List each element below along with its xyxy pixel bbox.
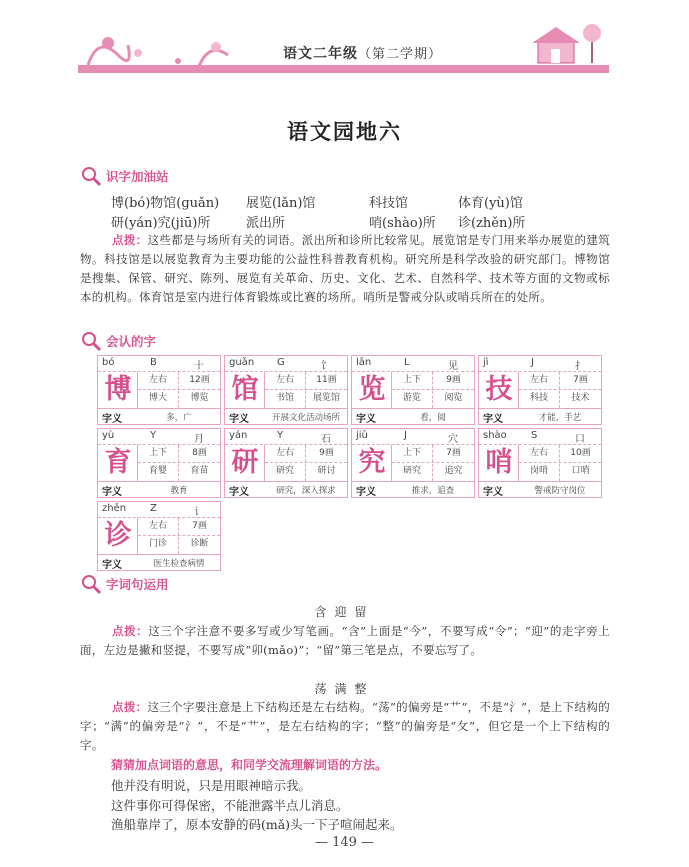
card-meaning-row	[352, 408, 474, 425]
card-structure: 左右	[529, 375, 548, 385]
card-pinyin: jiū	[356, 430, 368, 441]
card-meaning-label: 字义	[102, 414, 122, 425]
card-radical: 十	[194, 361, 204, 372]
card-radical: 石	[321, 434, 331, 445]
section-label: 识字加油站	[106, 169, 169, 184]
card-capital: G	[277, 357, 285, 368]
note-paragraph-3	[80, 698, 610, 755]
card-structure: 左右	[275, 375, 294, 385]
card-meaning: 多，广	[166, 413, 192, 423]
magnifier-icon	[80, 330, 102, 352]
section-heading-1	[80, 165, 169, 187]
card-word: 科技	[529, 393, 548, 403]
card-pinyin-row	[352, 429, 474, 445]
practice-characters-1: 含迎留	[314, 605, 375, 619]
card-word: 书馆	[275, 393, 294, 403]
grid-line	[305, 445, 306, 481]
card-capital: Z	[150, 503, 157, 514]
grid-line	[392, 462, 474, 463]
section-label: 会认的字	[106, 334, 157, 349]
card-radical: 穴	[448, 434, 458, 445]
card-radical: 见	[448, 361, 458, 372]
card-strokes: 8画	[192, 448, 207, 458]
house-icon	[518, 19, 608, 69]
card-word: 追究	[444, 466, 463, 476]
card-meaning-row	[479, 408, 601, 425]
card-pinyin: yù	[102, 430, 115, 441]
grid-line	[432, 445, 433, 481]
card-strokes: 10画	[570, 448, 591, 458]
exercise-instruction: 猜猜加点词语的意思，和同学交流理解词语的方法。	[111, 758, 388, 772]
card-meaning-label: 字义	[229, 414, 249, 425]
card-grid	[392, 372, 474, 408]
card-pinyin-row	[98, 502, 220, 518]
example-sentence: 他并没有明说，只是用眼神暗示我。	[111, 778, 312, 793]
card-character: 研	[226, 445, 265, 481]
card-capital: J	[531, 357, 534, 368]
card-strokes: 7画	[192, 521, 207, 531]
card-meaning-label: 字义	[102, 560, 122, 571]
card-pinyin: lǎn	[356, 357, 372, 368]
note-paragraph-1	[80, 231, 610, 307]
card-strokes: 7画	[446, 448, 461, 458]
grid-line	[392, 389, 474, 390]
note-paragraph-2	[80, 622, 610, 660]
card-word: 展览馆	[312, 393, 340, 403]
card-strokes: 7画	[573, 375, 588, 385]
card-strokes: 12画	[189, 375, 210, 385]
note-text: 这些都是与场所有关的词语。派出所和诊所比较常见。展览馆是专门用来举办展览的建筑物。科技馆是以展览教育为主要功能的公益性科普教育机构。研究所是科学改验的研究部门。博物馆是搜集、保管、研究、陈列、展览有关革命、历史、文化、艺术、自然科学、技术等方面的文物或标本的机构。体育馆是室内进行体育锻炼或比赛的场所。哨所是警戒分队或哨兵所在的处所。	[80, 233, 610, 304]
card-pinyin-row	[352, 356, 474, 372]
card-radical: 月	[194, 434, 204, 445]
grid-line	[178, 518, 179, 554]
grid-line	[519, 462, 601, 463]
card-word: 游览	[402, 393, 421, 403]
grid-line	[519, 389, 601, 390]
card-meaning: 研究，深入探求	[276, 486, 336, 496]
word: 诊(zhěn)所	[458, 216, 526, 231]
card-word: 门诊	[148, 539, 167, 549]
card-capital: Y	[277, 430, 284, 441]
card-radical: 口	[575, 434, 585, 445]
grid-line	[265, 462, 347, 463]
card-meaning: 医生检查病情	[153, 559, 205, 569]
card-word: 诊断	[190, 539, 209, 549]
card-pinyin-row	[479, 356, 601, 372]
card-meaning-row	[225, 408, 347, 425]
grid-line	[178, 445, 179, 481]
card-character: 育	[99, 445, 138, 481]
card-meaning-row	[98, 408, 220, 425]
card-meaning-row	[225, 481, 347, 498]
page-header	[78, 19, 609, 77]
grid-line	[138, 462, 220, 463]
card-radical: 扌	[575, 361, 585, 372]
card-meaning: 教育	[170, 486, 188, 496]
card-word: 育苗	[190, 466, 209, 476]
section-heading-2	[80, 330, 156, 352]
card-pinyin: zhěn	[102, 503, 127, 514]
card-capital: L	[404, 357, 410, 368]
card-meaning-label: 字义	[483, 487, 503, 498]
card-grid	[392, 445, 474, 481]
section-label: 字词句运用	[106, 577, 169, 592]
word: 哨(shào)所	[369, 216, 436, 231]
character-card	[97, 501, 221, 571]
card-character: 究	[353, 445, 392, 481]
magnifier-icon	[80, 573, 102, 595]
card-word: 口哨	[571, 466, 590, 476]
card-meaning-label: 字义	[102, 487, 122, 498]
card-word: 博大	[148, 393, 167, 403]
word: 展览(lǎn)馆	[246, 196, 316, 211]
card-word: 研讨	[317, 466, 336, 476]
card-structure: 上下	[402, 448, 421, 458]
grid-line	[305, 372, 306, 408]
section-heading-3	[80, 573, 169, 595]
header-title: 语文二年级（第二学期）	[283, 46, 443, 62]
note-text: 这三个字要注意是上下结构还是左右结构。“荡”的偏旁是“艹”，不是“氵”，是上下结构的字；“满”的偏旁是“氵”，不是“艹”，是左右结构的字；“整”的偏旁是“攵”，但它是一个上下结构的字。	[80, 700, 610, 752]
header-band	[78, 65, 609, 73]
card-capital: B	[150, 357, 157, 368]
card-grid	[265, 445, 347, 481]
card-word: 博览	[190, 393, 209, 403]
card-meaning-row	[479, 481, 601, 498]
lesson-title: 语文园地六	[287, 119, 402, 144]
card-meaning-label: 字义	[356, 414, 376, 425]
card-capital: Y	[150, 430, 157, 441]
card-radical: 讠	[194, 507, 204, 518]
card-grid	[519, 445, 601, 481]
card-pinyin-row	[225, 356, 347, 372]
card-radical: 饣	[321, 361, 331, 372]
grid-line	[432, 372, 433, 408]
card-structure: 上下	[148, 448, 167, 458]
card-pinyin: bó	[102, 357, 115, 368]
character-card	[224, 355, 348, 425]
grid-line	[559, 372, 560, 408]
character-card	[351, 355, 475, 425]
card-strokes: 11画	[316, 375, 337, 385]
word: 研(yán)究(jiū)所	[111, 216, 211, 231]
magnifier-icon	[80, 165, 102, 187]
card-meaning-label: 字义	[356, 487, 376, 498]
card-pinyin: yán	[229, 430, 248, 441]
card-meaning: 开展文化活动场所	[271, 413, 340, 423]
grid-line	[138, 389, 220, 390]
character-card	[351, 428, 475, 498]
character-card	[224, 428, 348, 498]
note-key: 点拨：	[112, 233, 148, 247]
card-meaning: 看，阅	[420, 413, 446, 423]
card-meaning-label: 字义	[483, 414, 503, 425]
card-structure: 左右	[275, 448, 294, 458]
card-capital: J	[404, 430, 407, 441]
card-character: 馆	[226, 372, 265, 408]
card-pinyin: guǎn	[229, 357, 255, 368]
character-card	[97, 355, 221, 425]
card-meaning: 才能，手艺	[538, 413, 582, 423]
card-capital: S	[531, 430, 538, 441]
card-meaning: 推求，追查	[411, 486, 455, 496]
card-character: 览	[353, 372, 392, 408]
card-word: 阅览	[444, 393, 463, 403]
card-character: 技	[480, 372, 519, 408]
word: 体育(yù)馆	[458, 196, 523, 211]
card-structure: 左右	[148, 375, 167, 385]
card-word: 育婴	[148, 466, 167, 476]
example-sentence: 这件事你可得保密，不能泄露半点儿消息。	[111, 798, 349, 813]
card-meaning-row	[352, 481, 474, 498]
card-word: 岗哨	[529, 466, 548, 476]
card-pinyin-row	[98, 356, 220, 372]
card-meaning-label: 字义	[229, 487, 249, 498]
card-meaning-row	[98, 481, 220, 498]
card-structure: 上下	[402, 375, 421, 385]
character-card	[97, 428, 221, 498]
grid-line	[178, 372, 179, 408]
card-strokes: 9画	[446, 375, 461, 385]
page-number: — 149 —	[314, 835, 375, 850]
card-character: 诊	[99, 518, 138, 554]
card-word: 研究	[402, 466, 421, 476]
card-structure: 左右	[148, 521, 167, 531]
note-key: 点拨：	[112, 624, 149, 638]
card-meaning-row	[98, 554, 220, 571]
card-grid	[138, 372, 220, 408]
character-card	[478, 355, 602, 425]
grid-line	[559, 445, 560, 481]
card-word: 技术	[571, 393, 590, 403]
card-pinyin-row	[479, 429, 601, 445]
grid-line	[265, 389, 347, 390]
card-pinyin: jì	[483, 357, 489, 368]
card-character: 哨	[480, 445, 519, 481]
note-key: 点拨：	[112, 700, 148, 714]
card-grid	[138, 518, 220, 554]
card-pinyin-row	[225, 429, 347, 445]
card-character: 博	[99, 372, 138, 408]
card-grid	[265, 372, 347, 408]
note-text: 这三个字注意不要多写或少写笔画。“含”上面是“今”，不要写成“令”；“迎”的走字旁上面，左边是撇和竖提，不要写成“卯(mǎo)”；“留”第三笔是点，不要忘写了。	[80, 624, 610, 657]
example-sentence: 渔船靠岸了，原本安静的码(mǎ)头一下子喧闹起来。	[111, 817, 403, 832]
card-grid	[519, 372, 601, 408]
word: 科技馆	[369, 196, 409, 211]
practice-characters-2: 荡满整	[314, 682, 375, 696]
grid-line	[138, 535, 220, 536]
word: 博(bó)物馆(guǎn)	[111, 196, 220, 211]
card-pinyin: shào	[483, 430, 507, 441]
card-structure: 左右	[529, 448, 548, 458]
card-word: 研究	[275, 466, 294, 476]
card-grid	[138, 445, 220, 481]
card-meaning: 警戒防守岗位	[534, 486, 586, 496]
card-pinyin-row	[98, 429, 220, 445]
character-card	[478, 428, 602, 498]
word: 派出所	[246, 216, 286, 231]
card-strokes: 9画	[319, 448, 334, 458]
